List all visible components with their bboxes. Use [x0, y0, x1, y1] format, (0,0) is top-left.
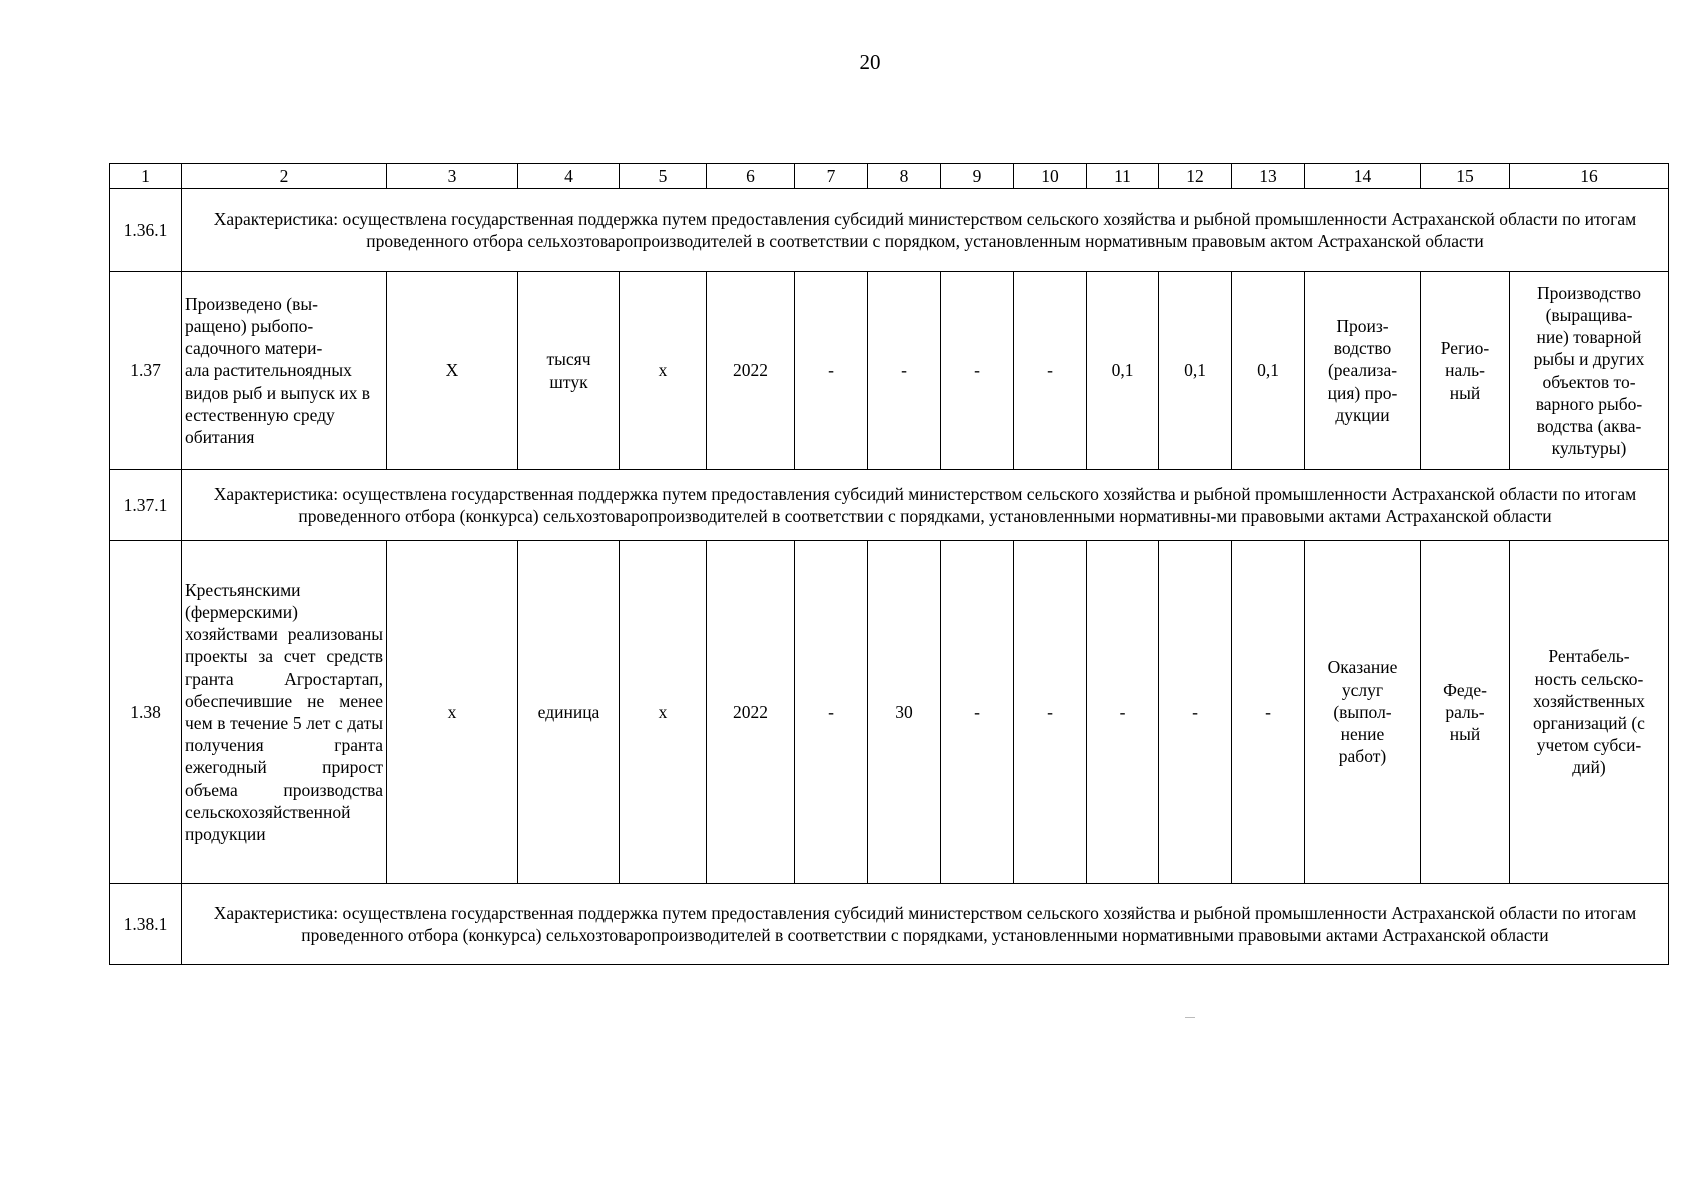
cell-col-16: Рентабель- ность сельско- хозяйственных организаций (с учетом субси- дий) [1510, 541, 1669, 884]
column-number: 5 [620, 164, 707, 189]
cell-col-11: - [1087, 541, 1159, 884]
cell-col-10: - [1014, 541, 1087, 884]
column-number: 10 [1014, 164, 1087, 189]
cell-col-8: 30 [868, 541, 941, 884]
column-number: 6 [707, 164, 795, 189]
column-number: 15 [1421, 164, 1510, 189]
column-number: 12 [1159, 164, 1232, 189]
characteristic-row-1-36-1 [110, 189, 1669, 272]
characteristic-text: Характеристика: осуществлена государственная поддержка путем предоставления субсидий министерством сельского хозяйства и рыбной промышленности Астраханской области по итогам проведенного отбора (конкурса) сельхозтоваропроизводителей в соответствии с порядками, установленными нормативными правовыми актами Астраханской области [182, 884, 1669, 965]
indicator-name: Произведено (вы- ращено) рыбопо- садочного матери- ала растительноядных видов рыб и выпуск их в естественную среду обитания [182, 272, 387, 470]
row-id: 1.36.1 [110, 189, 182, 272]
unit-cell: единица [518, 541, 620, 884]
characteristic-text: Характеристика: осуществлена государственная поддержка путем предоставления субсидий министерством сельского хозяйства и рыбной промышленности Астраханской области по итогам проведенного отбора (конкурса) сельхозтоваропроизводителей в соответствии с порядками, установленными нормативны-ми правовыми актами Астраханской области [182, 470, 1669, 541]
row-id: 1.38 [110, 541, 182, 884]
column-number: 7 [795, 164, 868, 189]
cell-col-7: - [795, 272, 868, 470]
cell-col-12: 0,1 [1159, 272, 1232, 470]
cell-col-3: х [387, 541, 518, 884]
row-id: 1.38.1 [110, 884, 182, 965]
cell-col-15: Регио- наль- ный [1421, 272, 1510, 470]
base-year-cell: 2022 [707, 272, 795, 470]
unit-cell: тысяч штук [518, 272, 620, 470]
cell-col-10: - [1014, 272, 1087, 470]
cell-col-14: Оказание услуг (выпол- нение работ) [1305, 541, 1421, 884]
column-number: 1 [110, 164, 182, 189]
column-number: 16 [1510, 164, 1669, 189]
cell-col-8: - [868, 272, 941, 470]
cell-col-7: - [795, 541, 868, 884]
characteristic-row-1-37-1 [110, 470, 1669, 541]
cell-col-9: - [941, 541, 1014, 884]
indicator-row-1-38 [110, 541, 1669, 884]
cell-col-12: - [1159, 541, 1232, 884]
column-number: 11 [1087, 164, 1159, 189]
characteristic-text: Характеристика: осуществлена государственная поддержка путем предоставления субсидий министерством сельского хозяйства и рыбной промышленности Астраханской области по итогам проведенного отбора сельхозтоваропроизводителей в соответствии с порядком, установленным нормативным правовым актом Астраханской области [182, 189, 1669, 272]
cell-col-14: Произ- водство (реализа- ция) про- дукции [1305, 272, 1421, 470]
characteristic-row-1-38-1 [110, 884, 1669, 965]
cell-col-5: х [620, 541, 707, 884]
column-number-row [110, 164, 1669, 189]
cell-col-15: Феде- раль- ный [1421, 541, 1510, 884]
scan-smudge [1185, 1017, 1195, 1018]
cell-col-3: Х [387, 272, 518, 470]
row-id: 1.37 [110, 272, 182, 470]
indicators-table [109, 163, 1669, 965]
page-number: 20 [859, 50, 881, 74]
cell-col-13: - [1232, 541, 1305, 884]
column-number: 13 [1232, 164, 1305, 189]
cell-col-5: х [620, 272, 707, 470]
cell-col-11: 0,1 [1087, 272, 1159, 470]
row-id: 1.37.1 [110, 470, 182, 541]
column-number: 14 [1305, 164, 1421, 189]
indicator-name: Крестьянскими (фермерскими) хозяйствами реализованы проекты за счет средств гранта Агростартап, обеспечившие не менее чем в течение 5 лет с даты получения гранта ежегодный прирост объема производства сельскохозяйственной продукции [182, 541, 387, 884]
column-number: 4 [518, 164, 620, 189]
column-number: 8 [868, 164, 941, 189]
column-number: 2 [182, 164, 387, 189]
column-number: 3 [387, 164, 518, 189]
base-year-cell: 2022 [707, 541, 795, 884]
cell-col-13: 0,1 [1232, 272, 1305, 470]
cell-col-9: - [941, 272, 1014, 470]
column-number: 9 [941, 164, 1014, 189]
cell-col-16: Производство (выращива- ние) товарной рыбы и других объектов то- варного рыбо- водства (аква- культуры) [1510, 272, 1669, 470]
indicator-row-1-37 [110, 272, 1669, 470]
